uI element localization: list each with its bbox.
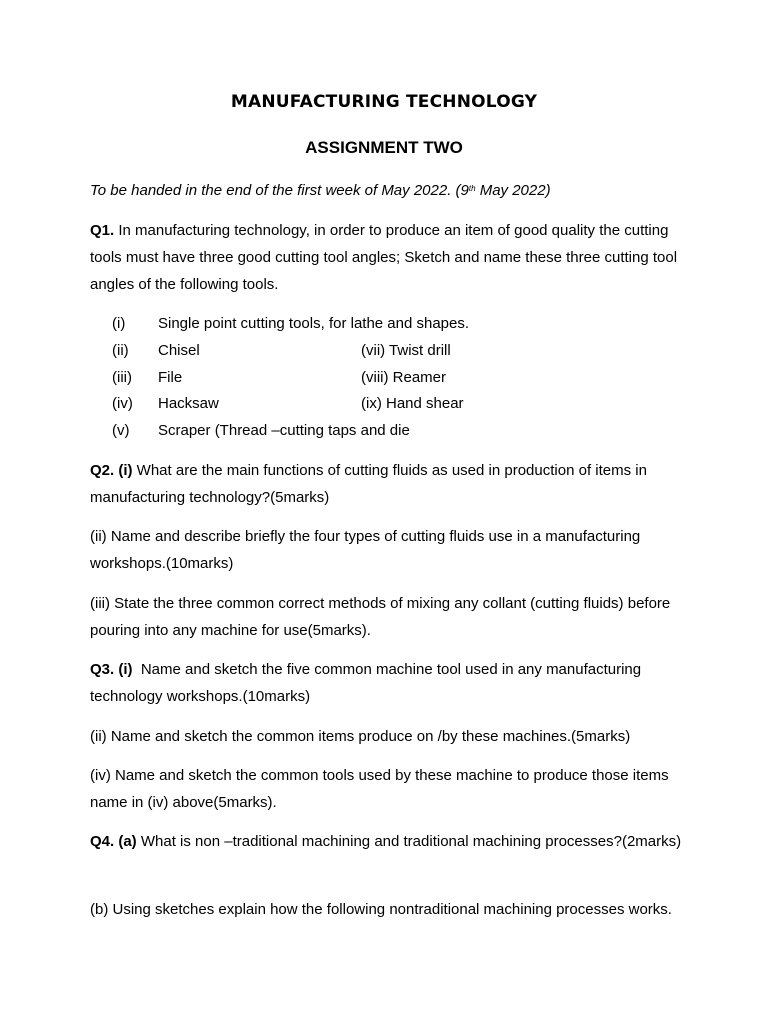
- question-4-text: What is non –traditional machining and traditional machining processes?(2marks): [136, 833, 682, 850]
- list-item-text-right: (vii) Twist drill: [361, 342, 451, 359]
- question-3-part-iv: (iv) Name and sketch the common tools used by these machine to produce those items name in (iv) above(5marks).: [90, 767, 669, 811]
- question-2-text: What are the main functions of cutting fluids as used in production of items in manufacturing technology?(5marks): [90, 462, 647, 506]
- list-item-text: Chisel: [158, 342, 200, 359]
- question-3-part-ii: (ii) Name and sketch the common items produce on /by these machines.(5marks): [90, 728, 631, 745]
- question-3-text: Name and sketch the five common machine tool used in any manufacturing technology workshops.(10marks): [90, 661, 646, 705]
- list-item-text: Hacksaw: [158, 395, 219, 412]
- question-3-label: Q3. (i): [90, 661, 133, 678]
- question-2: [90, 457, 690, 511]
- question-1-label: Q1.: [90, 222, 115, 239]
- list-item: [112, 390, 712, 417]
- question-4-part-b: (b) Using sketches explain how the following nontraditional machining processes works.: [90, 901, 672, 918]
- question-2-part-iii: (iii) State the three common correct methods of mixing any collant (cutting fluids) before pouring into any machine for use(5marks).: [90, 595, 671, 639]
- list-item-text-right: (viii) Reamer: [361, 369, 447, 386]
- assignment-subtitle: ASSIGNMENT TWO: [305, 138, 463, 157]
- question-4: [90, 828, 690, 855]
- question-2-part-ii: (ii) Name and describe briefly the four types of cutting fluids use in a manufacturing workshops.(10marks): [90, 528, 641, 572]
- list-item-text: Single point cutting tools, for lathe and shapes.: [158, 315, 470, 332]
- list-item: [112, 417, 712, 444]
- deadline-text-end: May 2022): [475, 182, 551, 199]
- list-item: [112, 337, 712, 364]
- list-item-text: Scraper (Thread –cutting taps and die: [158, 422, 410, 439]
- deadline-note: [90, 177, 690, 204]
- list-item-number: (ii): [112, 342, 129, 359]
- question-1: [90, 217, 690, 298]
- list-item-number: (iii): [112, 369, 132, 386]
- question-4-label: Q4. (a): [90, 833, 137, 850]
- list-item-text-right: (ix) Hand shear: [361, 395, 464, 412]
- list-item-text: File: [158, 369, 183, 386]
- document-title: MANUFACTURING TECHNOLOGY: [230, 92, 538, 112]
- list-item-number: (v): [112, 422, 130, 439]
- list-item: [112, 364, 712, 391]
- question-1-text: In manufacturing technology, in order to produce an item of good quality the cutting tools must have three good cutting tool angles; Sketch and name these three cutting tool angles of the following tools.: [90, 222, 678, 293]
- list-item-number: (i): [112, 315, 126, 332]
- list-item-number: (iv): [112, 395, 133, 412]
- deadline-text: To be handed in the end of the first week of May 2022. (9: [90, 182, 469, 199]
- deadline-superscript: th: [468, 184, 476, 193]
- question-2-label: Q2. (i): [90, 462, 133, 479]
- list-item: [112, 310, 712, 337]
- question-3: [90, 656, 690, 710]
